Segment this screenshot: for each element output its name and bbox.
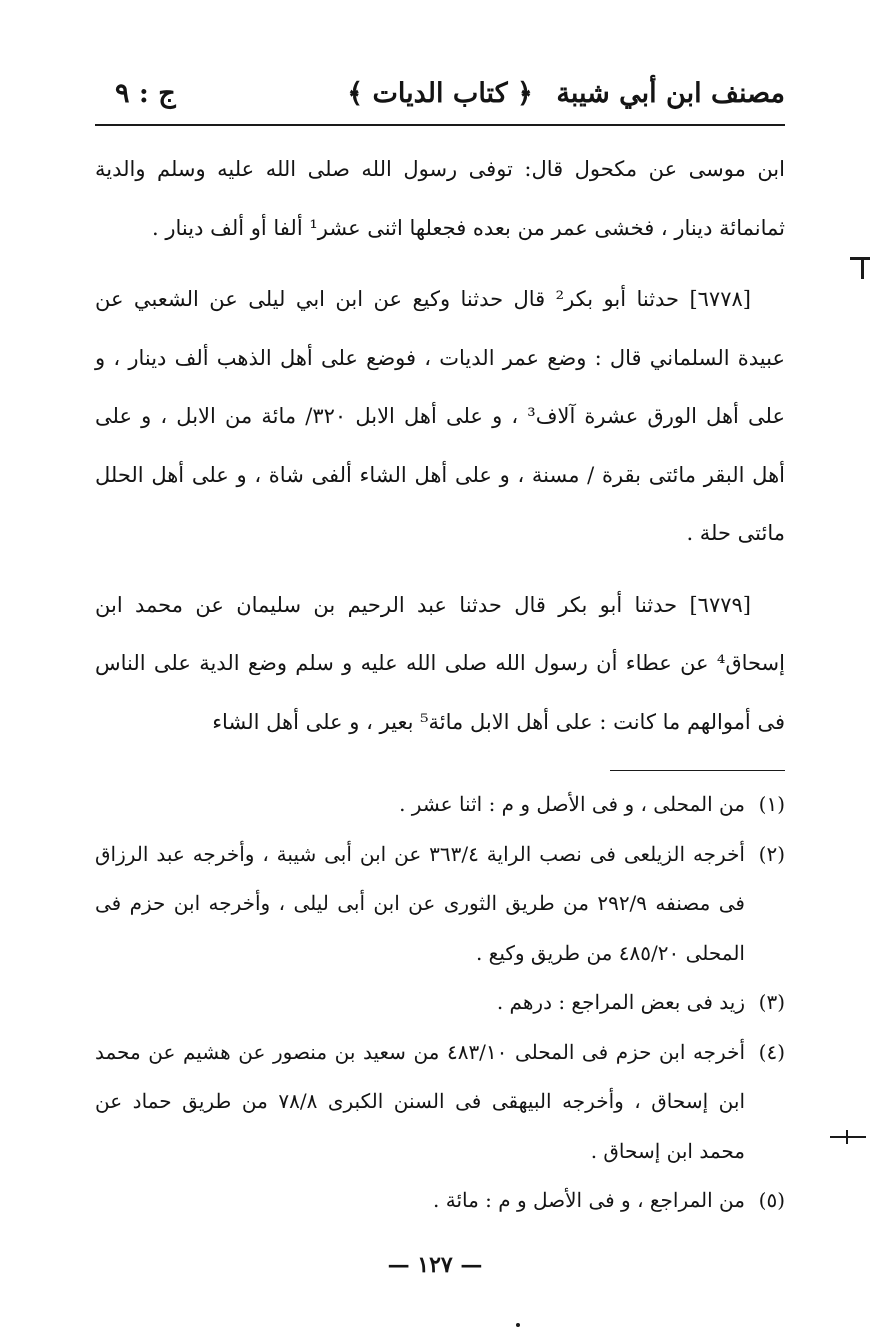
scan-mark [850,255,870,279]
footnote-5 [95,1176,785,1226]
book-title: مصنف ابن أبي شيبة [556,78,785,109]
footnote-text: من المراجع ، و فى الأصل و م : مائة . [433,1188,745,1212]
footnote-number: (٥) [758,1188,785,1212]
footnote-1 [95,780,785,830]
footnote-number: (٢) [758,841,785,866]
volume-number: ج : ٩ [115,78,176,109]
scan-mark [830,1130,868,1150]
paragraph-hadith-6779: [٦٧٧٩] حدثنا أبو بكر قال حدثنا عبد الرحيم بن سليمان عن محمد ابن إسحاق⁴ عن عطاء أن رسول الله صلى الله عليه و سلم وضع الدية على الناس فى أموالهم ما كانت : على أهل الابل مائة⁵ بعير ، و على أهل الشاء [95,592,785,734]
scan-dot [516,1323,520,1327]
footnote-text: أخرجه الزيلعى فى نصب الراية ٣٦٣/٤ عن ابن أبى شيبة ، وأخرجه عبد الرزاق فى مصنفه ٢٩٢/٩ من طريق الثورى عن ابن أبى ليلى ، وأخرجه ابن حزم فى المحلى ٤٨٥/٢٠ من طريق وكيع . [95,841,745,965]
footnote-text: أخرجه ابن حزم فى المحلى ٤٨٣/١٠ من سعيد بن منصور عن هشيم عن محمد ابن إسحاق ، وأخرجه البيهقى فى السنن الكبرى ٧٨/٨ من طريق حماد عن محمد ابن إسحاق . [95,1039,746,1163]
footnote-number: (٣) [758,990,785,1014]
paragraph-continuation: ابن موسى عن مكحول قال: توفى رسول الله صلى الله عليه وسلم والدية ثمانمائة دينار ، فخشى عمر من بعده فجعلها اثنى عشر¹ ألفا أو ألف دينار . [95,157,785,240]
footnote-4 [95,1028,785,1177]
page-header [95,72,785,124]
footnote-number: (٤) [758,1039,785,1064]
footnote-text: من المحلى ، و فى الأصل و م : اثنا عشر . [399,792,745,816]
footnote-text: زيد فى بعض المراجع : درهم . [496,990,745,1014]
footnote-2 [95,830,785,979]
main-text [95,140,785,751]
footnote-3 [95,978,785,1028]
header-divider [95,124,785,126]
section-title: ﴿ كتاب الديات ﴾ [347,78,533,109]
paragraph-hadith-6778: [٦٧٧٨] حدثنا أبو بكر² قال حدثنا وكيع عن ابن ابي ليلى عن الشعبي عن عبيدة السلماني قال : وضع عمر الديات ، فوضع على أهل الذهب ألف دينار ، و على أهل الورق عشرة آلاف³ ، و على أهل الابل ٣٢٠/ مائة من الابل ، و على أهل البقر مائتى بقرة / مسنة ، و على أهل الشاء ألفى شاة ، و على أهل الحلل مائتى حلة . [95,287,785,545]
footnote-divider [610,770,785,771]
footnotes [95,780,785,1226]
footnote-number: (١) [758,792,785,816]
page-number: — ١٢٧ — [387,1252,483,1278]
